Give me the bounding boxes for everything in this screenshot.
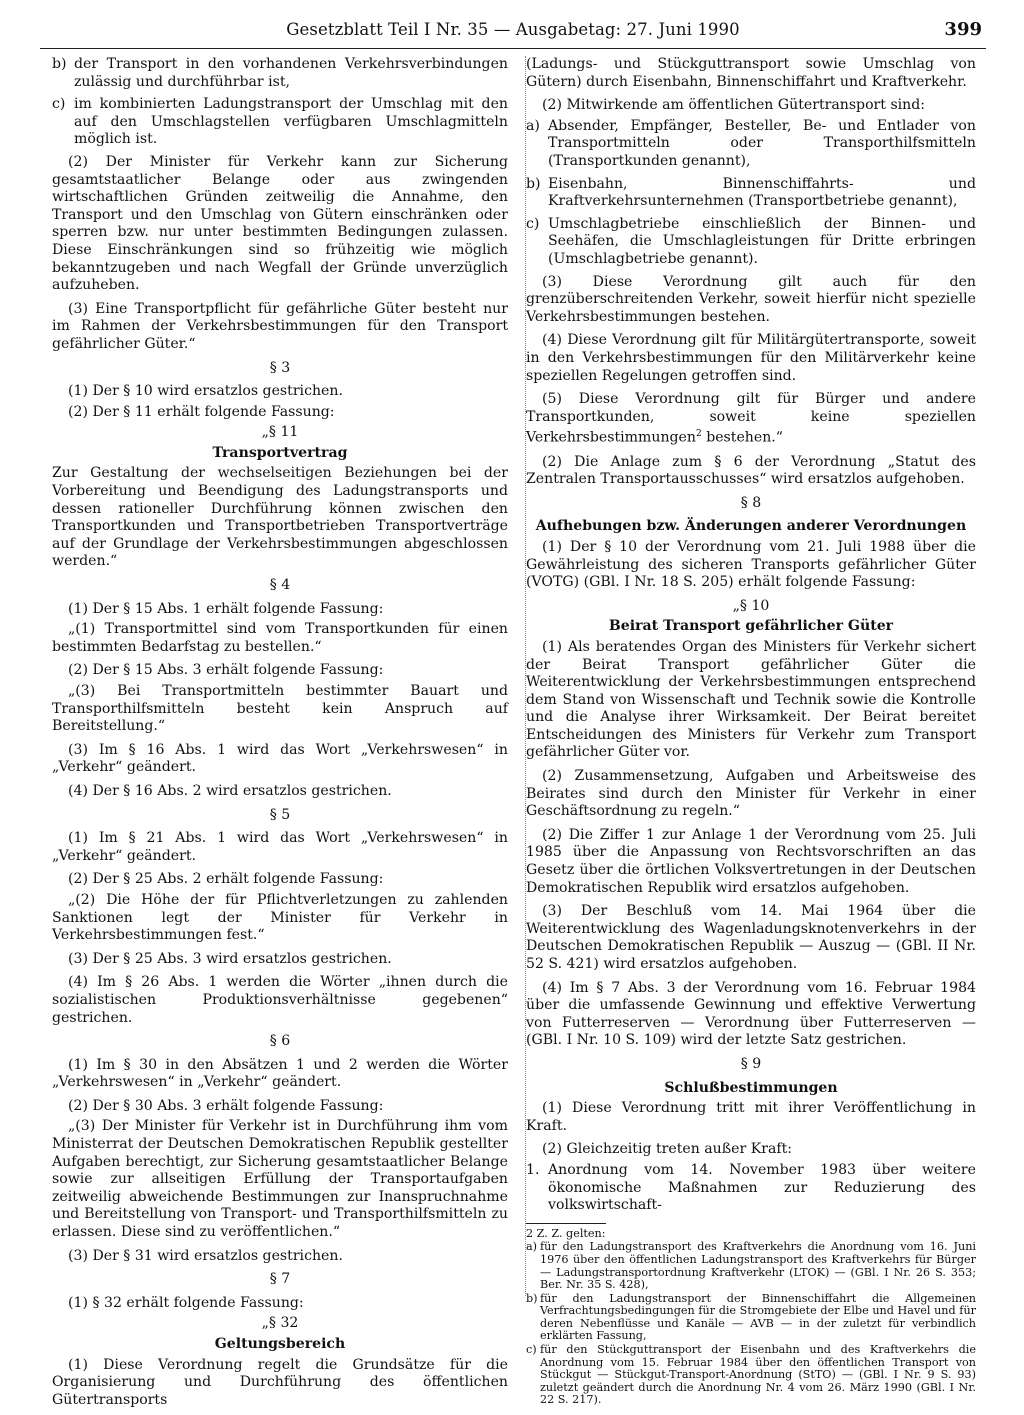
item-text: im kombinierten Ladungstransport der Umschlag mit den auf den Umschlagstellen verfügbaren Umschlagmitteln möglich ist. [74, 96, 508, 148]
paragraph: (1) Der § 15 Abs. 1 erhält folgende Fassung: [68, 600, 384, 617]
item-label: c) [52, 96, 66, 113]
section-heading: § 9 [740, 1055, 762, 1072]
paragraph [526, 391, 976, 447]
item-label: a) [526, 117, 540, 134]
paragraph: (1) Diese Verordnung tritt mit ihrer Veröffentlichung in Kraft. [526, 1100, 976, 1134]
left-column [52, 56, 508, 1415]
paragraph: (1) Diese Verordnung regelt die Grundsätze für die Organisierung und Durchführung des öffentlichen Gütertransports [52, 1356, 508, 1408]
paragraph: (2) Der Minister für Verkehr kann zur Sicherung gesamtstaatlicher Belange oder aus zwingenden wirtschaftlichen Gründen zeitweilig die Annahme, den Transport und den Umschlag von Gütern einschränken oder sperren bzw. nur unter bestimmten Bedingungen zulassen. Diese Einschränkungen sind so frühzeitig wie möglich bekanntzugeben und nach Wegfall der Gründe unverzüglich aufzuheben. [52, 153, 508, 294]
paragraph: (1) Im § 30 in den Absätzen 1 und 2 werden die Wörter „Verkehrswesen“ in „Verkehr“ geändert. [52, 1056, 508, 1091]
list-item [526, 1162, 976, 1215]
footnotes [526, 1228, 976, 1407]
paragraph: (2) Mitwirkende am öffentlichen Gütertransport sind: [542, 97, 926, 114]
paragraph: (2) Die Anlage zum § 6 der Verordnung „Statut des Zentralen Transportausschusses“ wird ersatzlos aufgehoben. [526, 453, 976, 488]
item-label: 1. [526, 1161, 540, 1178]
paragraph: (1) § 32 erhält folgende Fassung: [68, 1294, 304, 1311]
paragraph: (3) Der § 25 Abs. 3 wird ersatzlos gestrichen. [68, 950, 392, 967]
right-column [526, 56, 976, 1408]
paragraph: Zur Gestaltung der wechselseitigen Beziehungen bei der Vorbereitung und Beendigung des Ladungstransports und dessen rationeller Durchführung können zwischen den Transportkunden und Transportbetrieben Transportverträge auf der Grundlage der Verkehrsbestimmungen abgeschlossen werden.“ [52, 465, 508, 570]
paragraph: (2) Der § 30 Abs. 3 erhält folgende Fassung: [68, 1097, 384, 1114]
section-heading: § 3 [269, 359, 291, 376]
paragraph: „(2) Die Höhe der für Pflichtverletzungen zu zahlenden Sanktionen legt der Minister für Verkehr in Verkehrsbestimmungen fest.“ [52, 891, 508, 944]
paragraph: (3) Der § 31 wird ersatzlos gestrichen. [68, 1247, 343, 1264]
section-heading: § 5 [269, 806, 291, 823]
paragraph: (1) Der § 10 der Verordnung vom 21. Juli 1988 über die Gewährleistung des sicheren Transports gefährlicher Güter (VOTG) (GBl. I Nr. 18 S. 205) erhält folgende Fassung: [526, 538, 976, 591]
paragraph: (2) Zusammensetzung, Aufgaben und Arbeitsweise des Beirates sind durch den Minister für Verkehr in einer Geschäftsordnung zu regeln.“ [526, 768, 976, 820]
section-heading: § 4 [269, 577, 291, 594]
paragraph: (1) Der § 10 wird ersatzlos gestrichen. [68, 383, 343, 400]
item-label: c) [526, 215, 540, 232]
item-label: c) [526, 1343, 537, 1357]
section-heading: „§ 11 [261, 424, 299, 441]
section-title: Schlußbestimmungen [664, 1079, 838, 1096]
paragraph: „(3) Der Minister für Verkehr ist in Durchführung ihm vom Ministerrat der Deutschen Demokratischen Republik gestellter Aufgaben berechtigt, zur Sicherung gesamtstaatlicher Belange sowie zur allseitigen Erfüllung der Transportaufgaben zeitweilig abweichende Bestimmungen zur Inanspruchnahme und Bereitstellung von Transport- und Transporthilfsmitteln zu erlassen. Diese sind zu veröffentlichen.“ [52, 1118, 508, 1241]
footnote-item [526, 1344, 976, 1407]
list-item [526, 176, 976, 211]
section-title: Geltungsbereich [214, 1336, 346, 1352]
footnote-marker: 2 [695, 429, 702, 440]
section-heading: „§ 32 [261, 1315, 299, 1332]
paragraph: (3) Eine Transportpflicht für gefährliche Güter besteht nur im Rahmen der Verkehrsbestimmungen für den Transport gefährlicher Güter.“ [52, 300, 508, 352]
paragraph: „(1) Transportmittel sind vom Transportkunden für einen bestimmten Bedarfstag zu bestellen.“ [52, 621, 508, 655]
section-title: Beirat Transport gefährlicher Güter [608, 618, 894, 635]
footnote-item [526, 1241, 976, 1291]
item-text: Anordnung vom 14. November 1983 über weitere ökonomische Maßnahmen zur Reduzierung des volkswirtschaft- [548, 1161, 976, 1214]
list-item [526, 118, 976, 171]
section-title: Aufhebungen bzw. Änderungen anderer Verordnungen [535, 518, 967, 535]
paragraph: (4) Im § 26 Abs. 1 werden die Wörter „ihnen durch die sozialistischen Produktionsverhältnisse gegebenen“ gestrichen. [52, 974, 508, 1026]
page-header [40, 18, 986, 49]
paragraph: (2) Gleichzeitig treten außer Kraft: [542, 1141, 793, 1158]
paragraph: (3) Im § 16 Abs. 1 wird das Wort „Verkehrswesen“ in „Verkehr“ geändert. [52, 741, 508, 776]
paragraph: (2) Der § 11 erhält folgende Fassung: [68, 403, 335, 420]
list-item [52, 56, 508, 91]
item-text: für den Ladungstransport des Kraftverkehrs die Anordnung vom 16. Juni 1976 über den öffentlichen Ladungstransport des Kraftverkehrs für Bürger — Ladungstransportordnung Kraftverkehr (LTOK) — (GBl. I Nr. 26 S. 353; Ber. Nr. 35 S. 428), [540, 1240, 976, 1292]
page-number: 399 [944, 19, 982, 40]
paragraph: „(3) Bei Transportmitteln bestimmter Bauart und Transporthilfsmitteln besteht kein Anspruch auf Bereitstellung.“ [52, 683, 508, 735]
paragraph: (2) Der § 15 Abs. 3 erhält folgende Fassung: [68, 662, 384, 679]
section-heading: „§ 10 [732, 597, 770, 614]
paragraph: (4) Diese Verordnung gilt für Militärgütertransporte, soweit in den Verkehrsbestimmungen für den Militärverkehr keine speziellen Regelungen getroffen sind. [526, 332, 976, 384]
paragraph: (3) Der Beschluß vom 14. Mai 1964 über die Weiterentwicklung des Wagenladungsknotenverkehrs in der Deutschen Demokratischen Republik — Auszug — (GBl. II Nr. 52 S. 421) wird ersatzlos aufgehoben. [526, 903, 976, 972]
footnote-divider [526, 1223, 606, 1224]
footnote-intro: 2 Z. Z. gelten: [526, 1226, 606, 1240]
item-label: b) [526, 1291, 538, 1305]
section-title: Transportvertrag [212, 444, 348, 461]
section-heading: § 8 [740, 494, 762, 511]
section-heading: § 6 [269, 1033, 291, 1050]
footnote-item [526, 1293, 976, 1343]
item-text: der Transport in den vorhandenen Verkehrsverbindungen zulässig und durchführbar ist, [74, 56, 508, 90]
header-title: Gesetzblatt Teil I Nr. 35 — Ausgabetag: 27. Juni 1990 [286, 20, 740, 39]
paragraph-text: bestehen.“ [701, 429, 783, 446]
item-label: b) [526, 175, 541, 192]
item-text: Absender, Empfänger, Besteller, Be- und Entlader von Transportmitteln oder Transporthilfsmitteln (Transportkunden genannt), [548, 117, 976, 169]
list-item [526, 216, 976, 269]
list-item [52, 96, 508, 149]
paragraph-text: (5) Diese Verordnung gilt für Bürger und andere Transportkunden, soweit keine speziellen Verkehrsbestimmungen [526, 391, 976, 446]
paragraph: (2) Der § 25 Abs. 2 erhält folgende Fassung: [68, 871, 384, 888]
paragraph: (4) Im § 7 Abs. 3 der Verordnung vom 16. Februar 1984 über die umfassende Gewinnung und effektive Verwertung von Futterreserven — Verordnung über Futterreserven — (GBl. I Nr. 10 S. 109) wird der letzte Satz gestrichen. [526, 979, 976, 1049]
paragraph: (3) Diese Verordnung gilt auch für den grenzüberschreitenden Verkehr, soweit hierfür nicht spezielle Verkehrsbestimmungen bestehen. [526, 273, 976, 325]
paragraph: (Ladungs- und Stückguttransport sowie Umschlag von Gütern) durch Eisenbahn, Binnenschiffahrt und Kraftverkehr. [526, 56, 976, 90]
item-text: Eisenbahn, Binnenschiffahrts- und Kraftverkehrsunternehmen (Transportbetriebe genannt), [548, 175, 976, 210]
item-text: für den Ladungstransport der Binnenschiffahrt die Allgemeinen Verfrachtungsbedingungen für die Stromgebiete der Elbe und Havel und für deren Nebenflüsse und Kanäle — AVB — in der zuletzt für verbindlich erklärten Fassung, [540, 1291, 976, 1343]
item-text: Umschlagbetriebe einschließlich der Binnen- und Seehäfen, die Umschlagleistungen für Dritte erbringen (Umschlagbetriebe genannt). [548, 215, 976, 267]
paragraph: (2) Die Ziffer 1 zur Anlage 1 der Verordnung vom 25. Juli 1985 über die Anpassung von Rechtsvorschriften an das Gesetz über die örtlichen Volksvertretungen in der Deutschen Demokratischen Republik wird ersatzlos aufgehoben. [526, 826, 976, 896]
paragraph: (1) Als beratendes Organ des Ministers für Verkehr sichert der Beirat Transport gefährlicher Güter die Weiterentwicklung der Verkehrsbestimmungen entsprechend dem Stand von Wissenschaft und Technik sowie die Kontrolle und die Analyse ihrer Wirksamkeit. Der Beirat bereitet Entscheidungen des Ministers für Verkehr zum Transport gefährlicher Güter vor. [526, 638, 976, 761]
paragraph: (1) Im § 21 Abs. 1 wird das Wort „Verkehrswesen“ in „Verkehr“ geändert. [52, 830, 508, 864]
section-heading: § 7 [269, 1271, 291, 1288]
item-label: a) [526, 1240, 538, 1254]
item-label: b) [52, 56, 67, 72]
paragraph: (4) Der § 16 Abs. 2 wird ersatzlos gestrichen. [68, 782, 392, 799]
item-text: für den Stückguttransport der Eisenbahn und des Kraftverkehrs die Anordnung vom 15. Februar 1984 über den öffentlichen Transport von Stückgut — Stückgut-Transport-Anordnung (StTO) — (GBl. I Nr. 9 S. 93) zuletzt geändert durch die Anordnung Nr. 4 vom 26. März 1990 (GBl. I Nr. 22 S. 217). [540, 1343, 976, 1407]
